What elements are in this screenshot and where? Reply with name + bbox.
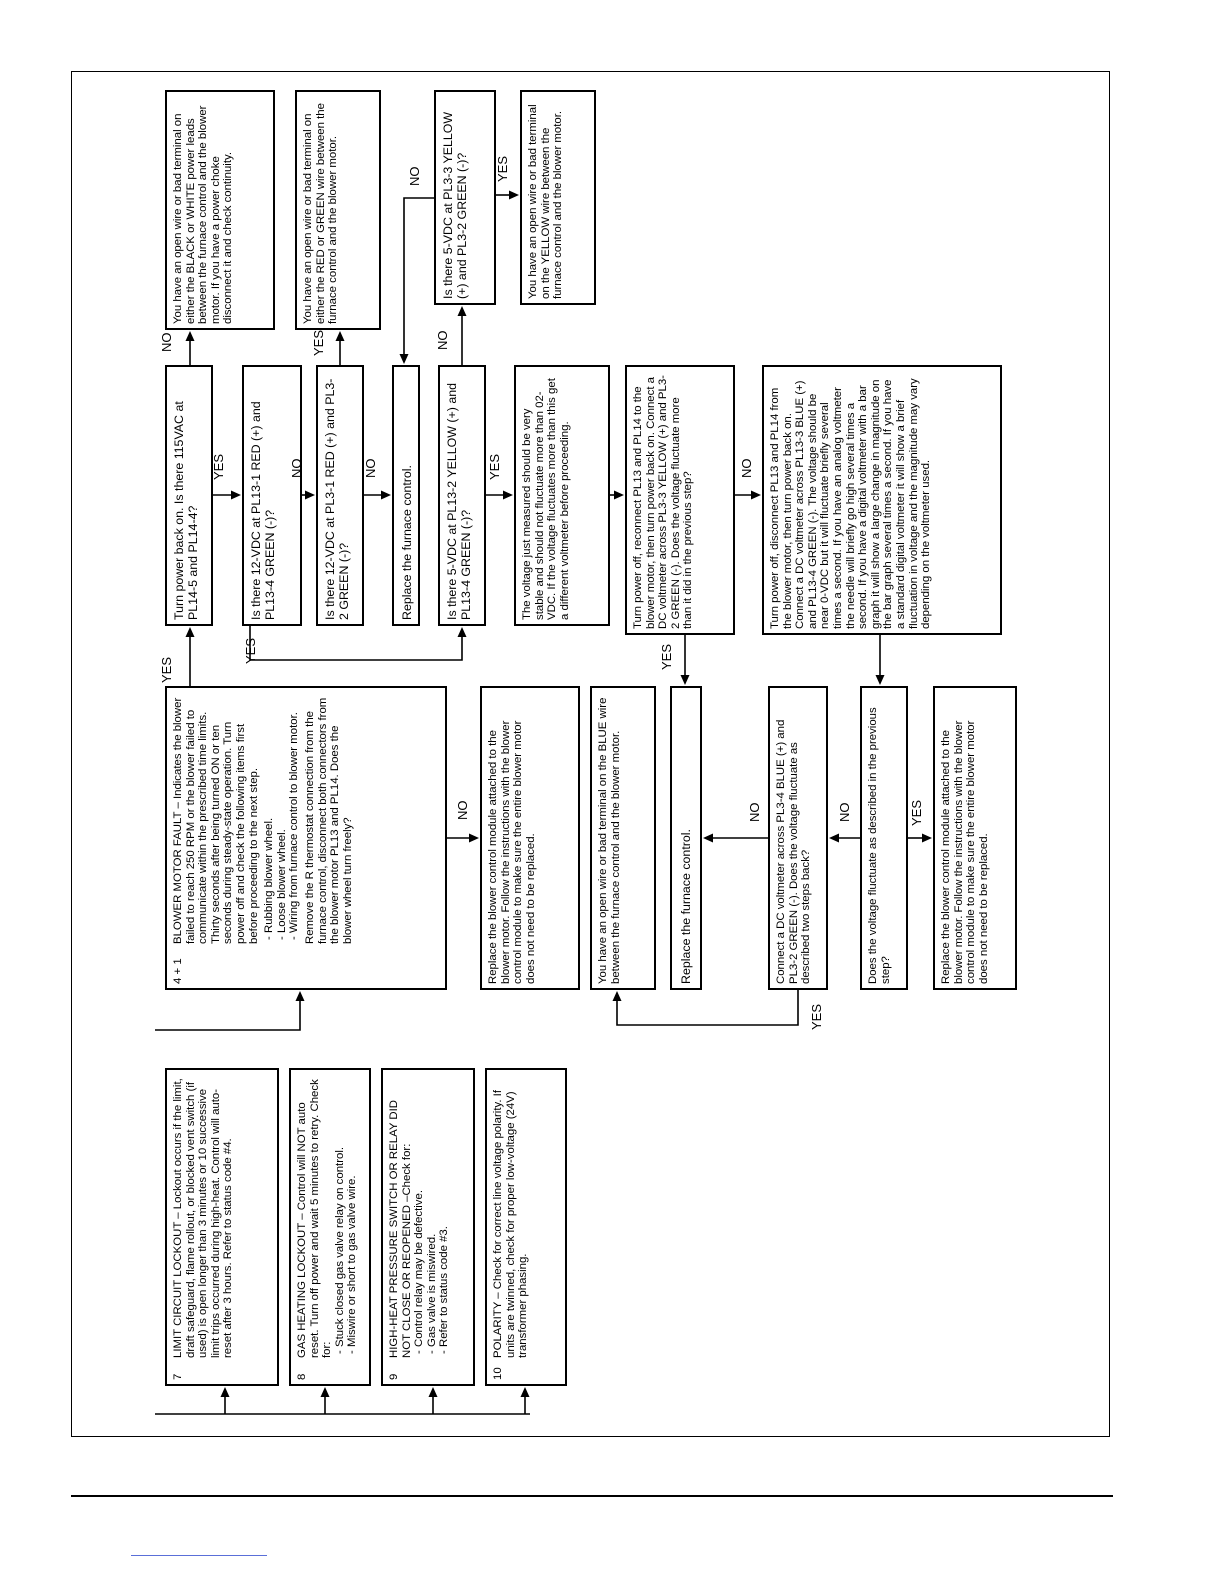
arrowhead (509, 191, 519, 200)
arrowhead (469, 834, 479, 843)
status-code-10-box (485, 1068, 567, 1386)
label-no: NO (739, 458, 754, 478)
node-replace-furnace-control-2: Replace the furnace control. (670, 686, 702, 990)
arrowhead (458, 627, 467, 637)
arrowhead (321, 1387, 330, 1397)
node-disconnect-pl13-pl14: Turn power off, disconnect PL13 and PL14 from the blower motor, then turn power back on. Connect a DC voltmeter across PL13-3 BLUE (+) and PL13-4 GREEN (-). The voltage should be near 0-VDC but it will fluctuate briefly several times a second. If you have an analog voltmeter the needle will briefly go high several times a second. If you have a digital voltmeter with a bar graph it will show a large change in magnitude on the bar graph several times a second. If you have a standard digital voltmeter it will show a brief fluctuation in voltage and the magnitude may vary depending on the voltmeter used. (762, 365, 1002, 635)
status-code-9-item: - Refer to status code #3. (438, 1226, 451, 1354)
connector-line (617, 990, 798, 1025)
arrowhead (221, 1387, 230, 1397)
status-code-7-number: 7 (172, 1373, 184, 1380)
node-reconnect-pl13-pl14: Turn power off, reconnect PL13 and PL14 to the blower motor, then turn power back on. Connect a DC voltmeter across PL3-3 YELLOW (+) and PL3-2 GREEN (-). Does the voltage fluctuate more than it did in the previous step? (625, 365, 735, 635)
status-code-7-text: LIMIT CIRCUIT LOCKOUT – Lockout occurs if the limit, draft safeguard, flame rollout, or blocked vent switch (if used) is open longer than 3 minutes or 10 successive limit trips occurred during high-heat. Control will auto-reset after 3 hours. Refer to status code #4. (172, 1078, 235, 1358)
arrowhead (703, 834, 713, 843)
label-no: NO (747, 802, 762, 822)
label-yes: YES (243, 637, 258, 664)
node-12vdc-pl13: Is there 12-VDC at PL13-1 RED (+) and PL13-4 GREEN (-)? (242, 365, 302, 626)
fault-check-item: - Rubbing blower wheel. (263, 817, 276, 940)
node-115vac-check: Turn power back on. Is there 115VAC at PL14-5 and PL14-4? (165, 365, 213, 626)
arrowhead (614, 491, 624, 500)
node-voltage-fluctuate: Does the voltage fluctuate as described in the previous step? (860, 686, 908, 990)
label-no: NO (289, 458, 304, 478)
status-code-10-number: 10 (492, 1367, 504, 1380)
fault-check-item: - Loose blower wheel. (275, 829, 288, 940)
arrowhead (681, 675, 690, 685)
status-code-10-text: POLARITY – Check for correct line voltage polarity. If units are twinned, check for proper low-voltage (24V) transformer phasing. (492, 1089, 530, 1358)
label-yes: YES (487, 453, 502, 480)
status-code-8-box (289, 1068, 371, 1386)
label-yes: YES (809, 1003, 824, 1030)
connector-line (155, 1000, 300, 1030)
arrowhead (186, 627, 195, 637)
status-code-9-box (381, 1068, 475, 1386)
node-replace-blower-module-2: Replace the blower control module attached to the blower motor. Follow the instructions with the blower control module to make sure the entire blower motor does not need to be replaced. (933, 686, 1017, 990)
arrowhead (458, 306, 467, 316)
status-code-9-text: HIGH-HEAT PRESSURE SWITCH OR RELAY DID NOT CLOSE OR REOPENED –Check for: (388, 1099, 413, 1358)
node-open-blue: You have an open wire or bad terminal on the BLUE wire between the furnace control and the blower motor. (590, 686, 656, 990)
label-yes: YES (495, 155, 510, 182)
arrowhead (400, 354, 409, 364)
fault-check-item: - Wiring from furnace control to blower motor. (288, 712, 301, 940)
arrowhead (305, 491, 315, 500)
label-yes: YES (909, 799, 924, 826)
label-yes: YES (659, 643, 674, 670)
arrowhead (231, 491, 241, 500)
node-open-red-green: You have an open wire or bad terminal on either the RED or GREEN wire between the furnace control and the blower motor. (295, 90, 381, 330)
status-code-9-item: - Control relay may be defective. (413, 1190, 426, 1354)
node-5vdc-pl13: Is there 5-VDC at PL13-2 YELLOW (+) and PL13-4 GREEN (-)? (438, 365, 486, 626)
arrowhead (429, 1387, 438, 1397)
status-code-7-box (165, 1068, 279, 1386)
fault-code-number: 4 + 1 (172, 958, 184, 984)
node-voltage-stable: The voltage just measured should be very stable and should not fluctuate more than 02-VDC. If the voltage fluctuates more than this get a different voltmeter before proceeding. (514, 365, 610, 626)
arrowhead (186, 331, 195, 341)
label-no: NO (363, 458, 378, 478)
label-no: NO (837, 802, 852, 822)
blower-motor-fault-text: BLOWER MOTOR FAULT – Indicates the blower failed to reach 250 RPM or the blower failed to communicate within the prescribed time limits. Thirty seconds after being turned ON or ten seconds during steady-state operation. Turn power off and check the following items first before proceeding to the next step. (172, 697, 260, 944)
arrowhead (829, 834, 839, 843)
connector-line (404, 198, 434, 355)
status-code-9-number: 9 (388, 1373, 400, 1380)
status-code-8-number: 8 (296, 1373, 308, 1380)
status-code-8-item: - Miswire or short to gas valve wire. (346, 1175, 359, 1354)
arrowhead (751, 491, 761, 500)
arrowhead (503, 491, 513, 500)
arrowhead (381, 491, 391, 500)
status-code-9-item: - Gas valve is miswired. (425, 1233, 438, 1354)
label-no: NO (435, 330, 450, 350)
connector-line (250, 626, 462, 660)
arrowhead (922, 834, 932, 843)
blower-motor-fault-box (165, 686, 447, 990)
arrowhead (296, 991, 305, 1001)
arrowhead (336, 331, 345, 341)
label-no: NO (407, 166, 422, 186)
label-yes: YES (311, 329, 326, 356)
node-5vdc-pl3: Is there 5-VDC at PL3-3 YELLOW (+) and PL3-2 GREEN (-)? (434, 90, 496, 305)
arrowhead (521, 1387, 530, 1397)
label-yes: YES (211, 453, 226, 480)
label-no: NO (455, 800, 470, 820)
node-dc-pl3-4-blue: Connect a DC voltmeter across PL3-4 BLUE (+) and PL3-2 GREEN (-). Does the voltage fluctuate as described two steps back? (768, 686, 828, 990)
status-code-8-text: GAS HEATING LOCKOUT – Control will NOT auto reset. Turn off power and wait 5 minutes to retry. Check for: (296, 1079, 334, 1358)
blower-motor-fault-question: Remove the R thermostat connection from the furnace control, disconnect both connectors from the blower motor PL13 and PL14. Does the blower wheel turn freely? (303, 697, 354, 944)
status-code-8-item: - Stuck closed gas valve relay on control. (333, 1146, 346, 1354)
arrowhead (876, 675, 885, 685)
node-12vdc-pl3: Is there 12-VDC at PL3-1 RED (+) and PL3-2 GREEN (-)? (316, 365, 364, 626)
node-open-yellow: You have an open wire or bad terminal on the YELLOW wire between the furnace control and the blower motor. (520, 90, 596, 305)
node-replace-blower-module-1: Replace the blower control module attached to the blower motor. Follow the instructions with the blower control module to make sure the entire blower motor does not need to be replaced. (480, 686, 580, 990)
node-replace-furnace-control-1: Replace the furnace control. (392, 365, 420, 626)
arrowhead (613, 991, 622, 1001)
label-no: NO (159, 332, 174, 352)
label-yes: YES (159, 656, 174, 683)
node-open-black-white: You have an open wire or bad terminal on either the BLACK or WHITE power leads between the furnace control and the blower motor. If you have a power choke disconnect it and check continuity. (165, 90, 275, 330)
